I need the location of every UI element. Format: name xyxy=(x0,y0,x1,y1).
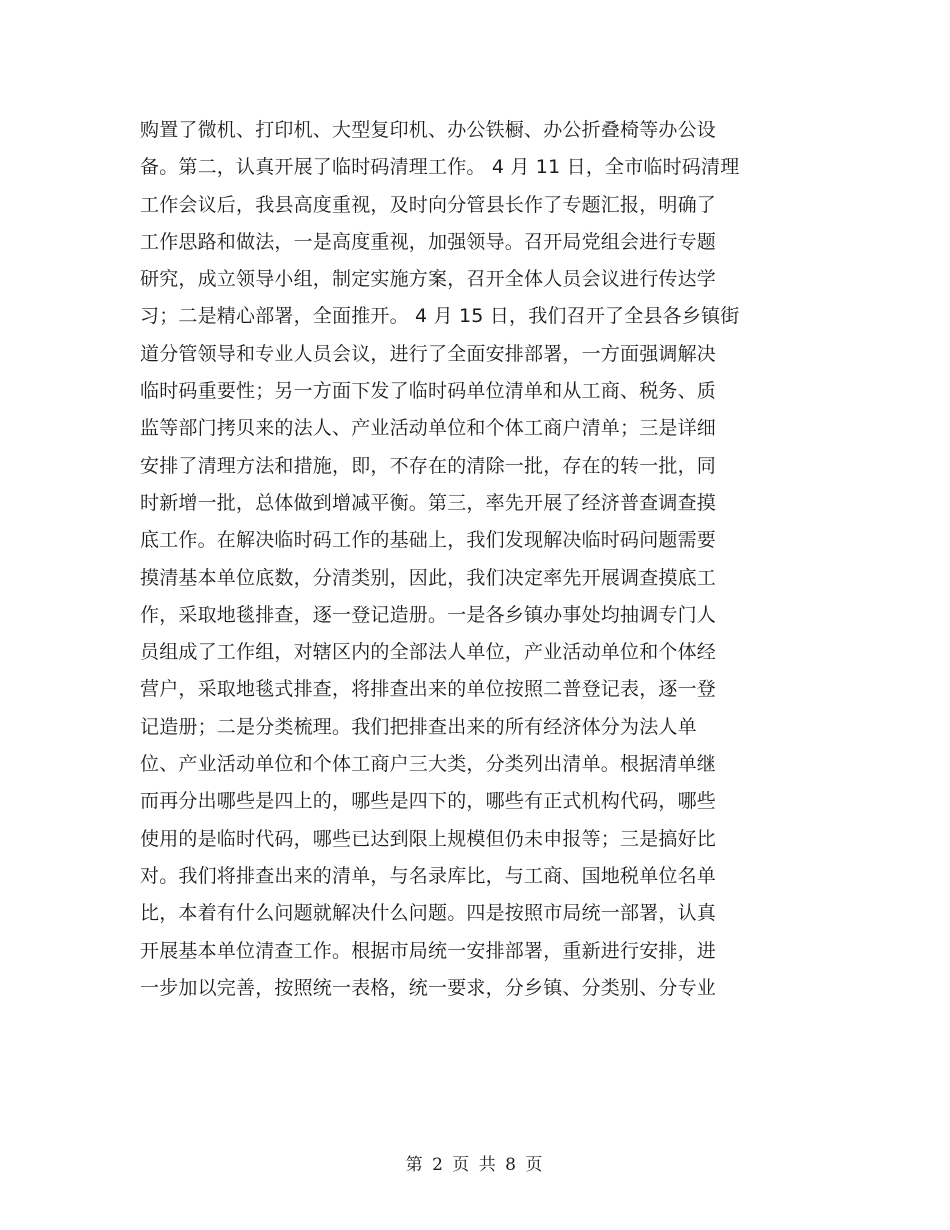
text-line: 使用的是临时代码，哪些已达到限上规模但仍未申报等；三是搞好比 xyxy=(140,827,717,850)
text-line: 习；二是精心部署，全面推开。 4 月 15 日，我们召开了全县各乡镇街 xyxy=(140,305,740,328)
text-line: 购置了微机、打印机、大型复印机、办公铁橱、办公折叠椅等办公设 xyxy=(140,119,717,141)
text-line: 工作会议后，我县高度重视，及时向分管县长作了专题汇报，明确了 xyxy=(140,193,717,216)
body-text xyxy=(140,112,820,1007)
text-line: 研究，成立领导小组，制定实施方案，召开全体人员会议进行传达学 xyxy=(140,268,717,291)
text-line: 员组成了工作组，对辖区内的全部法人单位，产业活动单位和个体经 xyxy=(140,641,717,664)
text-line: 作，采取地毯排查，逐一登记造册。一是各乡镇办事处均抽调专门人 xyxy=(140,603,717,626)
text-line: 营户，采取地毯式排查，将排查出来的单位按照二普登记表，逐一登 xyxy=(140,678,717,701)
text-line: 位、产业活动单位和个体工商户三大类，分类列出清单。根据清单继 xyxy=(140,753,717,776)
text-line: 摸清基本单位底数，分清类别，因此，我们决定率先开展调查摸底工 xyxy=(140,566,717,589)
text-line: 记造册；二是分类梳理。我们把排查出来的所有经济体分为法人单 xyxy=(140,715,697,738)
text-line: 时新增一批，总体做到增减平衡。第三，率先开展了经济普查调查摸 xyxy=(140,491,717,514)
text-line: 开展基本单位清查工作。根据市局统一安排部署，重新进行安排，进 xyxy=(140,939,717,962)
text-line: 道分管领导和专业人员会议，进行了全面安排部署，一方面强调解决 xyxy=(140,342,717,365)
text-line: 底工作。在解决临时码工作的基础上，我们发现解决临时码问题需要 xyxy=(140,529,717,552)
text-line: 安排了清理方法和措施，即，不存在的清除一批，存在的转一批，同 xyxy=(140,454,717,477)
page-footer: 第 2 页 共 8 页 xyxy=(405,1155,545,1175)
text-line: 比，本着有什么问题就解决什么问题。四是按照市局统一部署，认真 xyxy=(140,902,717,925)
text-line: 一步加以完善，按照统一表格，统一要求，分乡镇、分类别、分专业 xyxy=(140,976,717,999)
text-line: 工作思路和做法，一是高度重视，加强领导。召开局党组会进行专题 xyxy=(140,230,717,253)
text-line: 备。第二，认真开展了临时码清理工作。 4 月 11 日，全市临时码清理 xyxy=(140,156,740,179)
text-line: 对。我们将排查出来的清单，与名录库比，与工商、国地税单位名单 xyxy=(140,864,717,887)
text-line: 临时码重要性；另一方面下发了临时码单位清单和从工商、税务、质 xyxy=(140,380,717,403)
text-line: 监等部门拷贝来的法人、产业活动单位和个体工商户清单；三是详细 xyxy=(140,417,717,440)
text-line: 而再分出哪些是四上的，哪些是四下的，哪些有正式机构代码，哪些 xyxy=(140,790,717,813)
